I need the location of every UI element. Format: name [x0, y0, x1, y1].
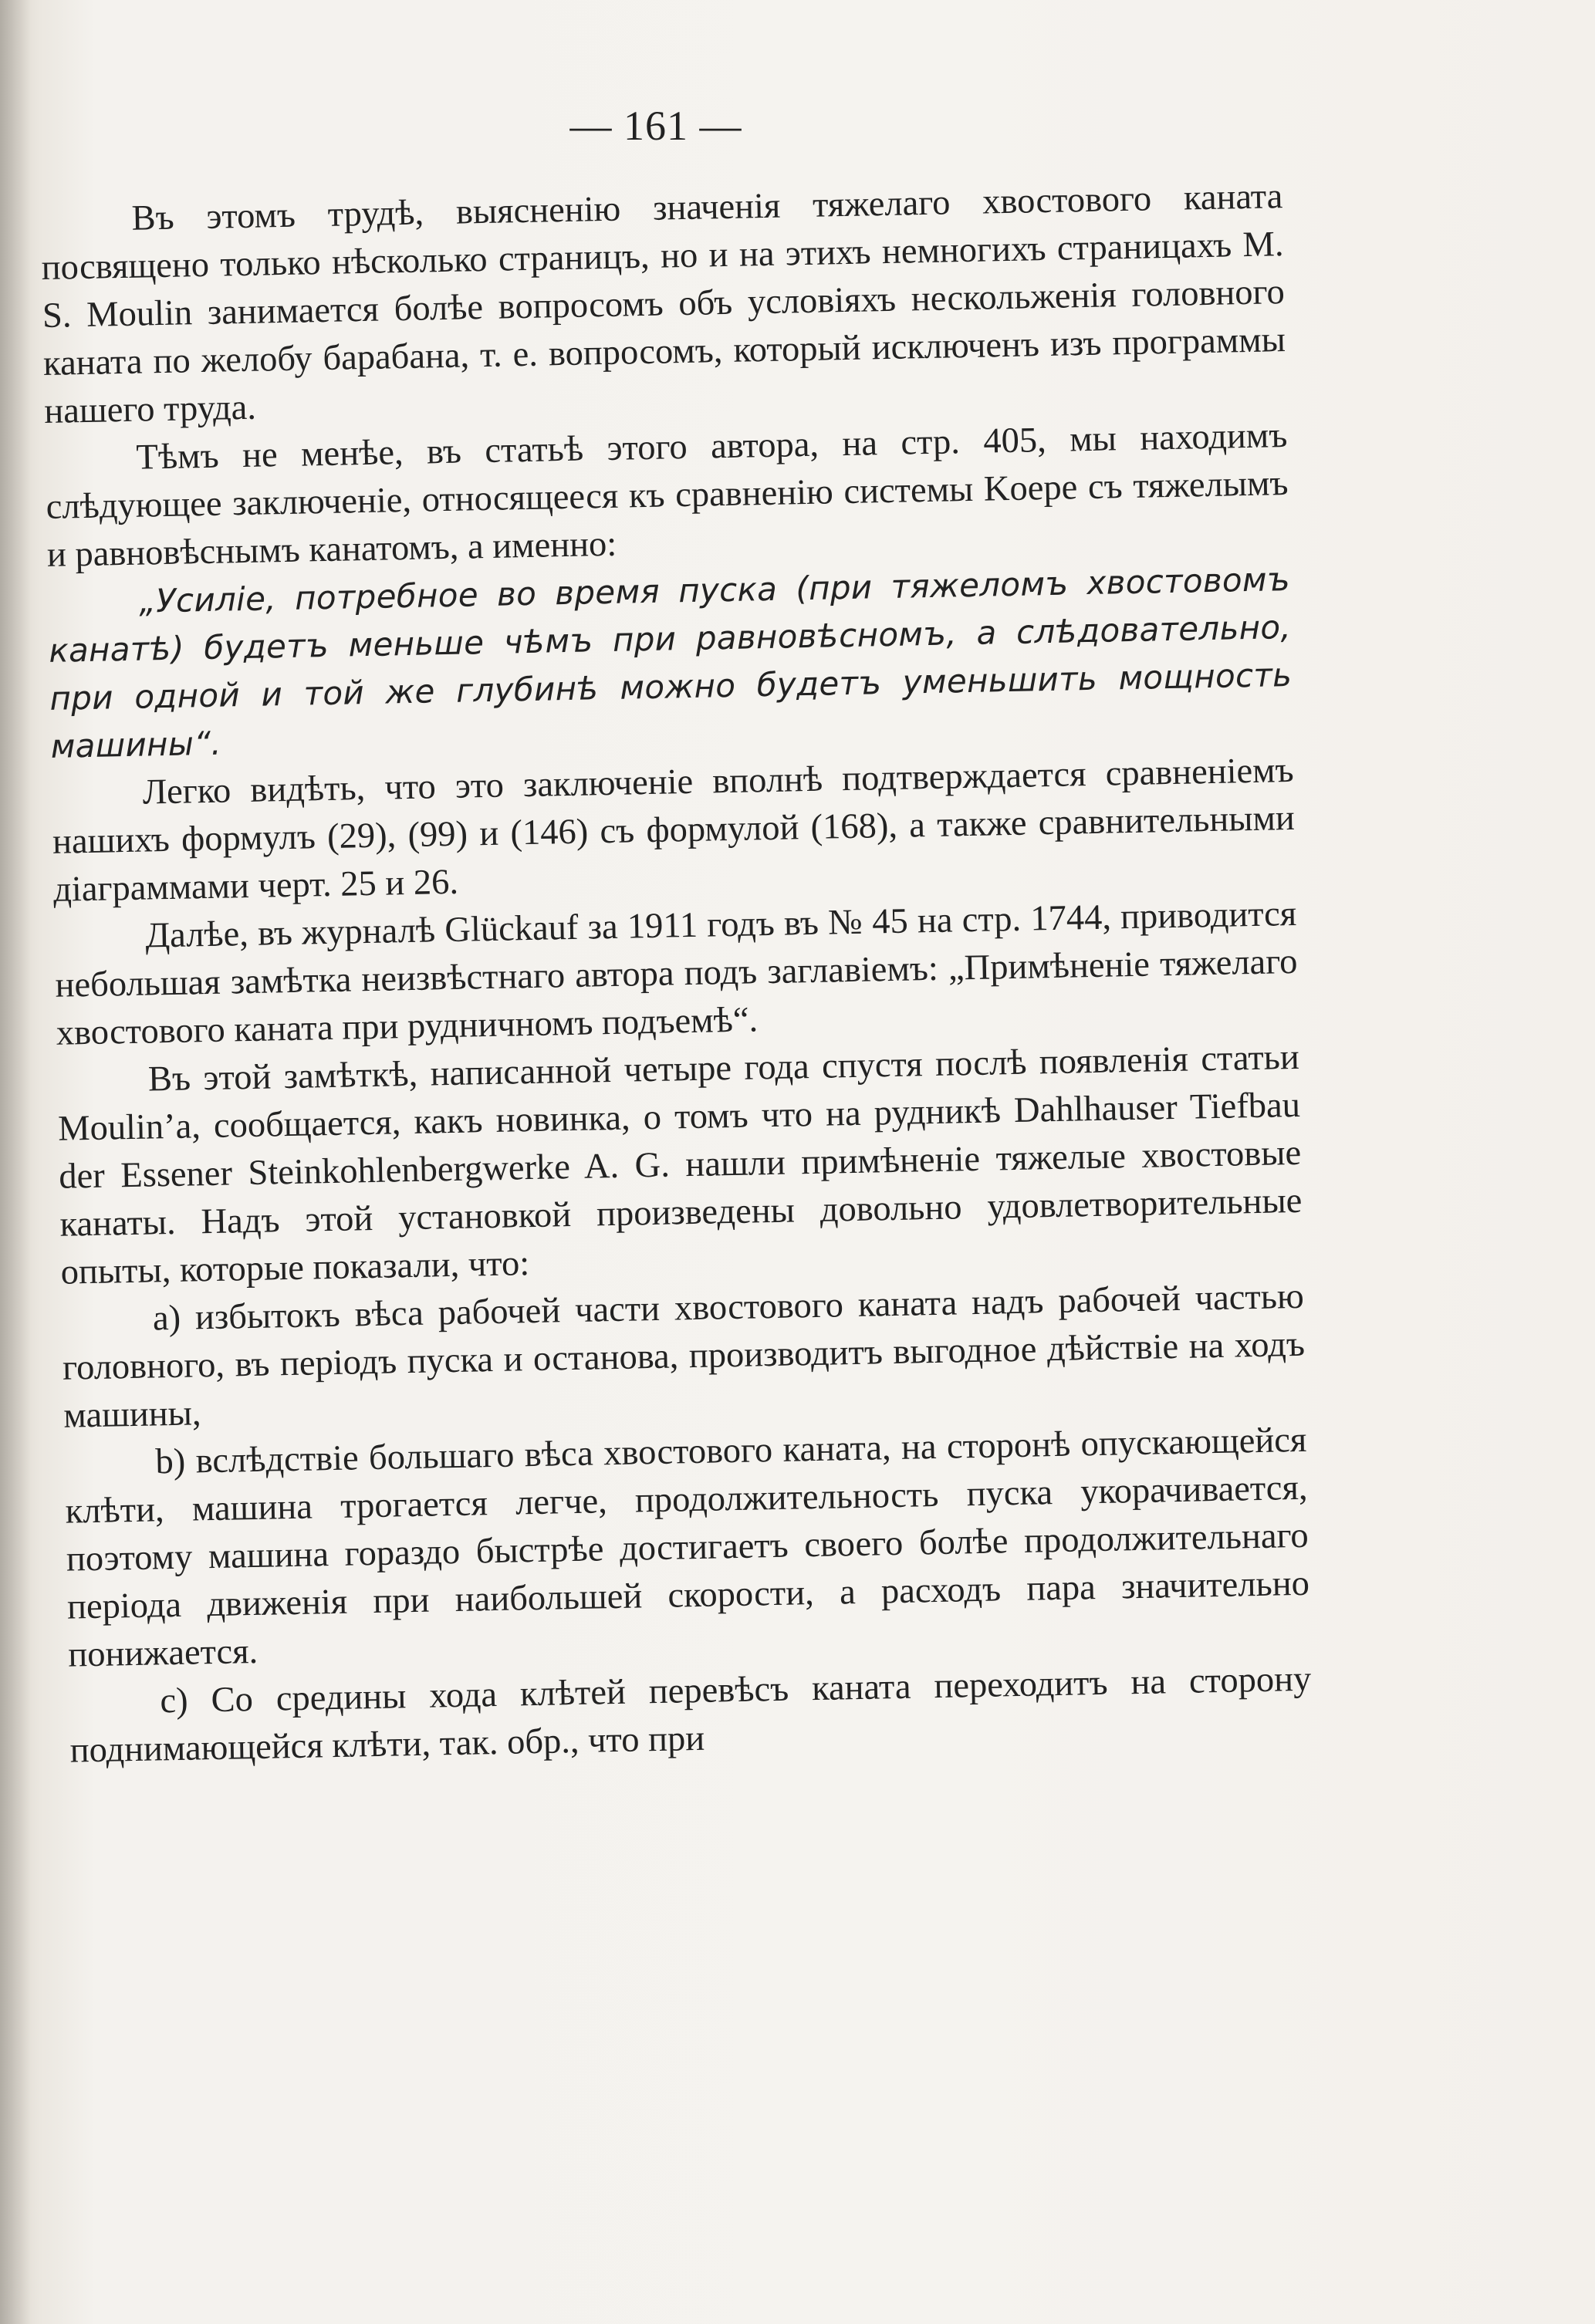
paragraph-conclusion-intro: Тѣмъ не менѣе, въ статьѣ этого автора, на стр. 405, мы находимъ слѣдующее заключеніе, относящееся къ сравненію системы Koepe съ тяжелымъ и равновѣснымъ канатомъ, а именно: [46, 416, 1289, 575]
list-item-a: a) избытокъ вѣса рабочей части хвостового каната надъ рабочей частью головного, въ періодъ пуска и останова, производитъ выгодное дѣйствіе на ходъ машины, [62, 1276, 1306, 1436]
paragraph-note: Въ этой замѣткѣ, написанной четыре года спустя послѣ появленія статьи Moulin’a, сообщается, какъ новинка, о томъ что на рудникѣ Dahlhauser Tiefbau der Essener Steinkohlenbergwerke A. G. нашли примѣненіе тяжелые хвостовые канаты. Надъ этой установкой произведены довольно удовлетворительные опыты, которые показали, что: [57, 1037, 1303, 1292]
quoted-conclusion: „Усиліе, потребное во время пуска (при тяжеломъ хвостовомъ канатѣ) будетъ меньше чѣмъ при равновѣсномъ, а слѣдовательно, при одной и той же глубинѣ можно будетъ уменьшить мощность машины“. [48, 559, 1293, 765]
list-item-c: c) Со средины хода клѣтей перевѣсъ каната переходитъ на сторону поднимающейся клѣти, так. обр., что при [69, 1659, 1312, 1771]
paragraph-confirmation: Легко видѣть, что это заключеніе вполнѣ подтверждается сравненіемъ нашихъ формулъ (29), (99) и (146) съ формулой (168), а также сравнительными діаграммами черт. 25 и 26. [52, 750, 1296, 910]
list-item-b: b) вслѣдствіе большаго вѣса хвостового каната, на сторонѣ опускающейся клѣти, машина трогается легче, продолжительность пуска укорачивается, поэтому машина гораздо быстрѣе достигаетъ своего болѣе продолжительнаго періода движенія при наибольшей скорости, а расходъ пара значительно понижается. [65, 1420, 1310, 1675]
body-text [40, 173, 1313, 1775]
paragraph-gluckauf: Далѣе, въ журналѣ Glückauf за 1911 годъ въ № 45 на стр. 1744, приводится небольшая замѣтка неизвѣстнаго автора подъ заглавіемъ: „Примѣненіе тяжелаго хвостового каната при рудничномъ подъемѣ“. [55, 893, 1298, 1053]
binding-shadow [0, 0, 31, 2324]
page-number: — 161 — [569, 103, 742, 149]
paragraph-moulin-work: Въ этомъ трудѣ, выясненію значенія тяжелаго хвостового каната посвящено только нѣсколько страницъ, но и на этихъ немногихъ страницахъ M. S. Moulin занимается болѣе вопросомъ объ условіяхъ нескольженія головного каната по желобу барабана, т. е. вопросомъ, который исключенъ изъ программы нашего труда. [41, 177, 1286, 431]
